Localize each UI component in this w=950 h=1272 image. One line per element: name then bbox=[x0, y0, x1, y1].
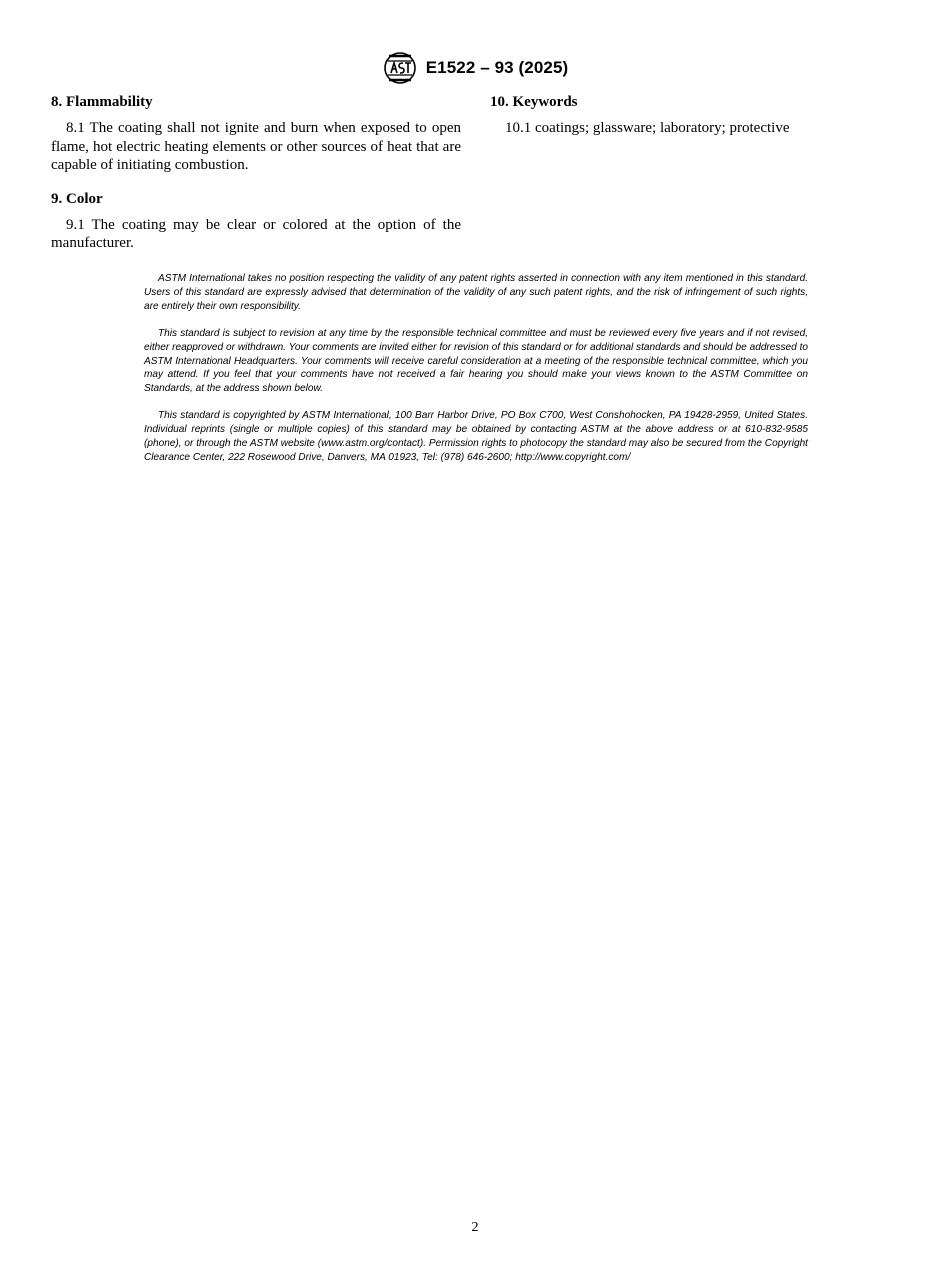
left-column bbox=[51, 92, 461, 267]
standard-designation: E1522 – 93 (2025) bbox=[425, 58, 569, 77]
section-color bbox=[51, 189, 461, 253]
copyright-notice: This standard is copyrighted by ASTM International, 100 Barr Harbor Drive, PO Box C700, West Conshohocken, PA 19428-2959, United States. Individual reprints (single or multiple copies) of this standard may be obtained by contacting ASTM at the above address or at 610-832-9585 (phone), or through the ASTM website (www.astm.org/contact). Permission rights to photocopy the standard may also be secured from the Copyright Clearance Center, 222 Rosewood Drive, Danvers, MA 01923, Tel: (978) 646-2600; http://www.copyright.com/ bbox=[144, 410, 808, 463]
section-heading: 9. Color bbox=[51, 190, 103, 207]
legal-notices bbox=[144, 272, 808, 478]
section-paragraph: 8.1 The coating shall not ignite and burn when exposed to open flame, hot electric heating elements or other sources of heat that are capable of initiating combustion. bbox=[51, 120, 461, 173]
section-heading: 8. Flammability bbox=[51, 94, 153, 110]
section-heading: 10. Keywords bbox=[490, 94, 578, 110]
section-paragraph: 10.1 coatings; glassware; laboratory; protective bbox=[505, 120, 790, 136]
section-keywords bbox=[490, 92, 890, 138]
right-column bbox=[490, 92, 890, 152]
section-paragraph: 9.1 The coating may be clear or colored at the option of the manufacturer. bbox=[51, 216, 461, 251]
revision-notice: This standard is subject to revision at any time by the responsible technical committee and must be reviewed every five years and if not revised, either reapproved or withdrawn. Your comments are invited either for revision of this standard or for additional standards and should be addressed to ASTM International Headquarters. Your comments will receive careful consideration at a meeting of the responsible technical committee, which you may attend. If you feel that your comments have not received a fair hearing you should make your views known to the ASTM Committee on Standards, at the address shown below. bbox=[144, 327, 808, 395]
astm-logo-icon bbox=[382, 51, 418, 85]
patent-notice: ASTM International takes no position respecting the validity of any patent rights asserted in connection with any item mentioned in this standard. Users of this standard are expressly advised that determination of the validity of any such patent rights, and the risk of infringement of such rights, are entirely their own responsibility. bbox=[144, 273, 808, 312]
page-header bbox=[0, 50, 950, 86]
section-flammability bbox=[51, 92, 461, 175]
page-number: 2 bbox=[471, 1220, 479, 1235]
